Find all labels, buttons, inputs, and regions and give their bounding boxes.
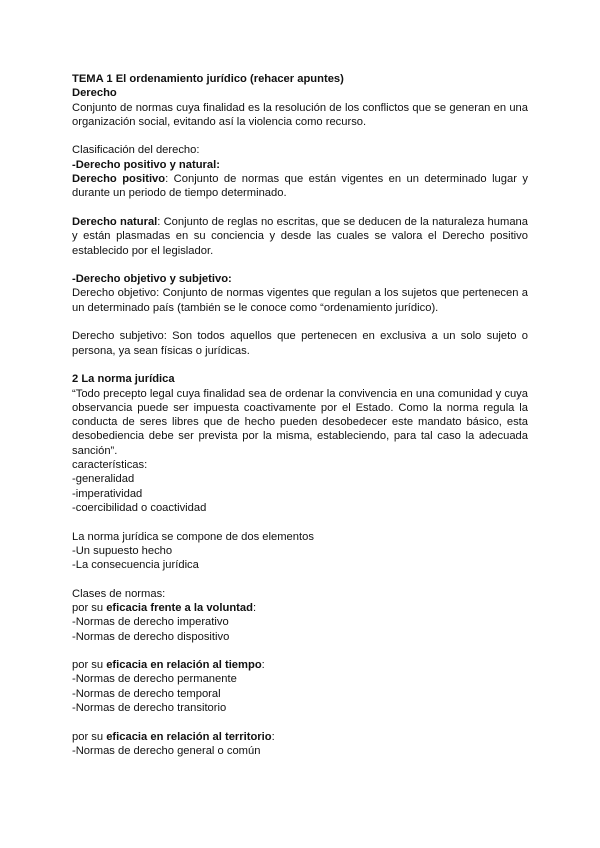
positivo-natural-heading: -Derecho positivo y natural:	[72, 158, 220, 171]
voluntad-bold: eficacia frente a la voluntad	[106, 601, 253, 614]
norma-juridica-heading: 2 La norma jurídica	[72, 373, 175, 386]
objetivo-subjetivo-heading: -Derecho objetivo y subjetivo:	[72, 273, 232, 286]
clasificacion-label: Clasificación del derecho:	[72, 144, 200, 157]
list-item: -Normas de derecho general o común	[72, 744, 261, 757]
derecho-positivo-paragraph	[72, 172, 528, 201]
document-title: TEMA 1 El ordenamiento jurídico (rehacer apuntes)	[72, 73, 344, 85]
tiempo-prefix: por su	[72, 659, 107, 672]
territorio-heading	[72, 730, 528, 744]
list-item: -coercibilidad o coactividad	[72, 501, 207, 514]
territorio-bold: eficacia en relación al territorio	[106, 730, 272, 743]
list-item: -Un supuesto hecho	[72, 544, 173, 557]
derecho-subjetivo-paragraph: Derecho subjetivo: Son todos aquellos que pertenecen en exclusiva a un solo sujeto o persona, ya sean físicas o jurídicas.	[72, 330, 528, 357]
derecho-heading: Derecho	[72, 87, 117, 100]
list-item: -generalidad	[72, 473, 135, 486]
list-item: -imperatividad	[72, 487, 143, 500]
norma-juridica-quote: “Todo precepto legal cuya finalidad sea de ordenar la convivencia en una comunidad y cuya observancia puede ser impuesta coactivamente por el Estado. Como la norma regula la conducta de seres libres que de hecho pueden desobedecer este mandato básico, esta desobediencia debe ser prevista por la misma, estableciendo, para tal caso la adecuada sanción”.	[72, 387, 528, 457]
caracteristicas-label: características:	[72, 459, 148, 472]
voluntad-prefix: por su	[72, 601, 107, 614]
clases-label: Clases de normas:	[72, 587, 166, 600]
tiempo-heading	[72, 658, 528, 672]
derecho-positivo-term: Derecho positivo	[72, 173, 166, 186]
derecho-positivo-definition: : Conjunto de normas que están vigentes en un determinado lugar y durante un periodo de tiempo determinado.	[72, 173, 528, 200]
list-item: -Normas de derecho dispositivo	[72, 630, 230, 643]
list-item: -La consecuencia jurídica	[72, 559, 199, 572]
derecho-natural-term: Derecho natural	[72, 215, 158, 228]
derecho-objetivo-paragraph: Derecho objetivo: Conjunto de normas vigentes que regulan a los sujetos que pertenecen a un determinado país (también se le conoce como “ordenamiento jurídico).	[72, 287, 528, 314]
elementos-intro: La norma jurídica se compone de dos elementos	[72, 530, 314, 543]
list-item: -Normas de derecho imperativo	[72, 616, 229, 629]
derecho-natural-paragraph	[72, 215, 528, 258]
tiempo-bold: eficacia en relación al tiempo	[106, 659, 262, 672]
voluntad-heading	[72, 601, 528, 615]
tiempo-suffix: :	[261, 659, 265, 672]
list-item: -Normas de derecho permanente	[72, 673, 237, 686]
territorio-prefix: por su	[72, 730, 107, 743]
territorio-suffix: :	[271, 730, 275, 743]
derecho-definition: Conjunto de normas cuya finalidad es la resolución de los conflictos que se generan en una organización social, evitando así la violencia como recurso.	[72, 101, 528, 128]
derecho-natural-definition: : Conjunto de reglas no escritas, que se deducen de la naturaleza humana y están plasmadas en su conciencia y desde las cuales se valora el Derecho positivo establecido por el legislador.	[72, 215, 528, 257]
voluntad-suffix: :	[252, 601, 257, 614]
list-item: -Normas de derecho transitorio	[72, 702, 227, 715]
list-item: -Normas de derecho temporal	[72, 687, 221, 700]
